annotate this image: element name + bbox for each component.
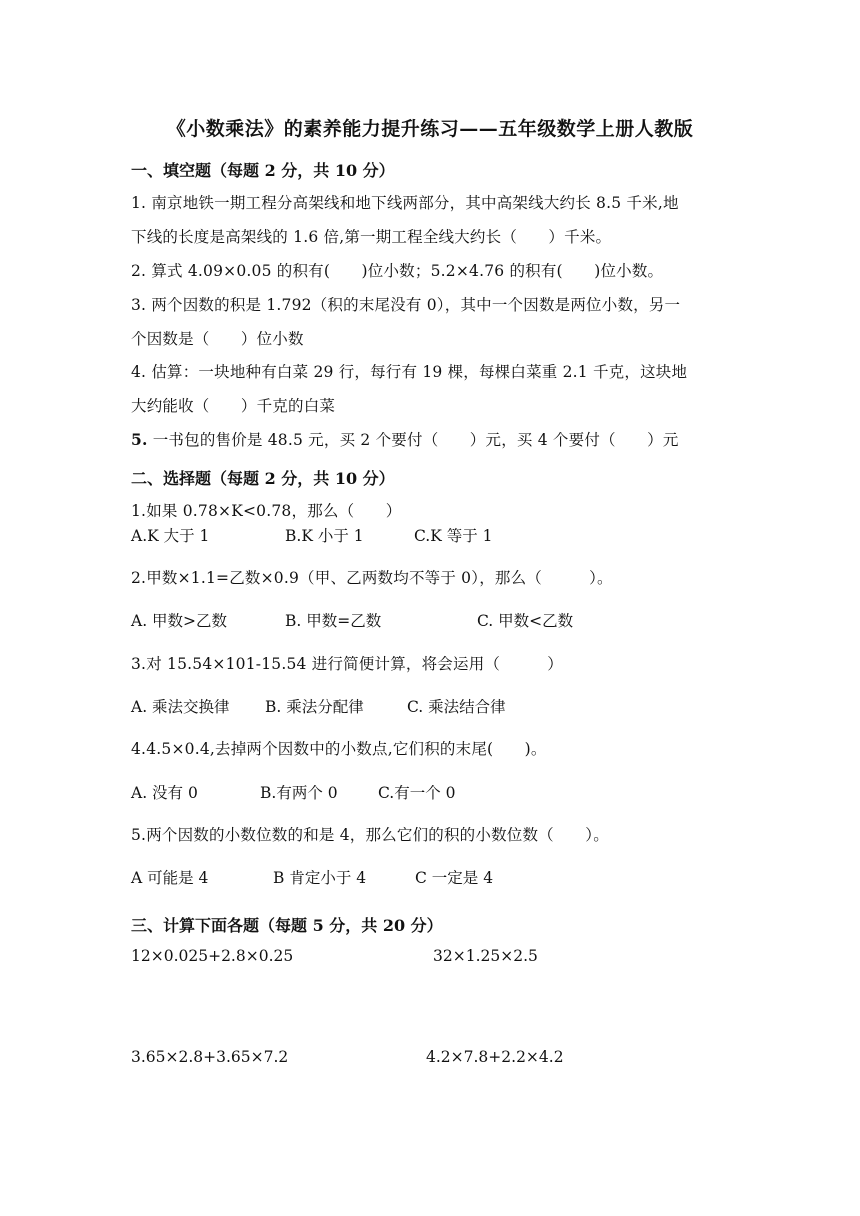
choice-q3-option-a: A. 乘法交换律	[131, 698, 230, 716]
choice-q4-option-c: C.有一个 0	[378, 784, 456, 802]
choice-q2-option-b: B. 甲数=乙数	[285, 612, 382, 630]
choice-q2: 2.甲数×1.1=乙数×0.9（甲、乙两数均不等于 0），那么（ ）。	[131, 569, 613, 587]
choice-q3-option-c: C. 乘法结合律	[407, 698, 506, 716]
choice-q5-option-b: B 肯定小于 4	[273, 869, 367, 887]
fill-q3-line1: 3. 两个因数的积是 1.792（积的末尾没有 0），其中一个因数是两位小数，另一	[131, 296, 681, 314]
choice-q3: 3.对 15.54×101-15.54 进行简便计算，将会运用（ ）	[131, 655, 563, 673]
fill-q5-text: 一书包的售价是 48.5 元，买 2 个要付（ ）元，买 4 个要付（ ）元	[147, 431, 679, 449]
calc-row-1	[131, 947, 538, 965]
choice-q2-option-c: C. 甲数<乙数	[477, 612, 574, 630]
choice-q2-option-a: A. 甲数>乙数	[131, 612, 228, 630]
choice-q4-option-a: A. 没有 0	[131, 784, 198, 802]
choice-q5: 5.两个因数的小数位数的和是 4，那么它们的积的小数位数（ ）。	[131, 826, 609, 844]
choice-q5-option-c: C 一定是 4	[415, 869, 494, 887]
calc-expr-3: 3.65×2.8+3.65×7.2	[131, 1048, 289, 1066]
fill-q3-line2: 个因数是（ ）位小数	[131, 330, 304, 348]
page-title: 《小数乘法》的素养能力提升练习——五年级数学上册人教版	[166, 118, 694, 140]
fill-q4-line1: 4. 估算：一块地种有白菜 29 行，每行有 19 棵，每棵白菜重 2.1 千克，这块地	[131, 363, 688, 381]
fill-q5	[131, 428, 679, 450]
calc-expr-1: 12×0.025+2.8×0.25	[131, 947, 294, 965]
fill-q2: 2. 算式 4.09×0.05 的积有( )位小数；5.2×4.76 的积有( )位小数。	[131, 262, 664, 280]
section-fill-in-heading: 一、填空题（每题 2 分，共 10 分）	[131, 161, 395, 180]
fill-q1-line2: 下线的长度是高架线的 1.6 倍,第一期工程全线大约长（ ）千米。	[131, 228, 612, 246]
choice-q1-option-b: B.K 小于 1	[285, 527, 364, 545]
choice-q3-options	[131, 695, 506, 717]
choice-q5-options	[131, 866, 493, 888]
choice-q4: 4.4.5×0.4,去掉两个因数中的小数点,它们积的末尾( )。	[131, 740, 547, 758]
choice-q4-option-b: B.有两个 0	[260, 784, 338, 802]
fill-q4-line2: 大约能收（ ）千克的白菜	[131, 397, 336, 415]
section-choice-heading: 二、选择题（每题 2 分，共 10 分）	[131, 469, 395, 488]
calc-expr-2: 32×1.25×2.5	[433, 947, 538, 965]
section-calculation-heading: 三、计算下面各题（每题 5 分，共 20 分）	[131, 916, 443, 935]
fill-q5-number: 5.	[131, 430, 148, 449]
choice-q5-option-a: A 可能是 4	[131, 869, 209, 887]
choice-q1-option-a: A.K 大于 1	[131, 527, 210, 545]
choice-q2-options	[131, 609, 573, 631]
choice-q1-options	[131, 524, 493, 546]
calc-expr-4: 4.2×7.8+2.2×4.2	[426, 1048, 564, 1066]
choice-q3-option-b: B. 乘法分配律	[265, 698, 364, 716]
calc-row-2	[131, 1048, 564, 1066]
choice-q4-options	[131, 781, 456, 803]
choice-q1: 1.如果 0.78×K<0.78，那么（ ）	[131, 502, 402, 520]
choice-q1-option-c: C.K 等于 1	[414, 527, 493, 545]
fill-q1-line1: 1. 南京地铁一期工程分高架线和地下线两部分，其中高架线大约长 8.5 千米,地	[131, 194, 679, 212]
